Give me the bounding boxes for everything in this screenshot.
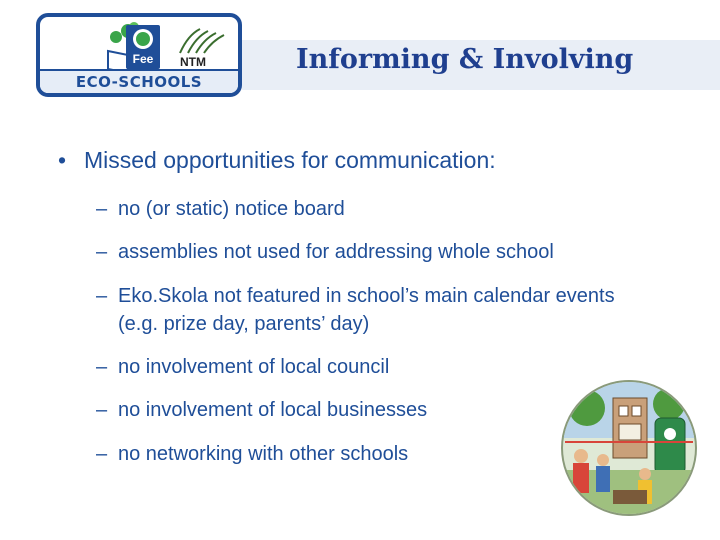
grass-icon bbox=[174, 27, 234, 55]
list-item bbox=[96, 440, 638, 468]
list-item-text: no (or static) notice board bbox=[118, 198, 345, 220]
dash-icon: – bbox=[96, 443, 108, 465]
dash-icon: – bbox=[96, 356, 108, 378]
list-item bbox=[96, 353, 638, 381]
fee-badge bbox=[126, 25, 160, 69]
main-bullet-text: Missed opportunities for communication: bbox=[84, 147, 496, 173]
eco-schools-logo bbox=[36, 13, 242, 97]
list-item-text: no involvement of local council bbox=[118, 356, 390, 378]
ntm-label: NTM bbox=[180, 55, 206, 69]
main-bullet bbox=[58, 147, 496, 174]
list-item-text: assemblies not used for addressing whole school bbox=[118, 241, 554, 263]
eco-schools-band bbox=[40, 69, 238, 93]
fee-label: Fee bbox=[132, 52, 154, 66]
bullet-icon: • bbox=[58, 147, 67, 173]
dash-icon: – bbox=[96, 285, 108, 307]
community-illustration bbox=[559, 378, 699, 518]
list-item bbox=[96, 282, 648, 338]
list-item bbox=[96, 195, 638, 223]
list-item-text: Eko.Skola not featured in school’s main calendar events (e.g. prize day, parents’ day) bbox=[118, 285, 615, 335]
eco-schools-label: ECO-SCHOOLS bbox=[75, 73, 203, 91]
list-item bbox=[96, 238, 638, 266]
ntm-logo bbox=[174, 27, 234, 73]
list-item bbox=[96, 396, 638, 424]
list-item-text: no involvement of local businesses bbox=[118, 399, 428, 421]
dash-icon: – bbox=[96, 198, 108, 220]
slide-title: Informing & Involving bbox=[296, 44, 634, 75]
list-item-text: no networking with other schools bbox=[118, 443, 409, 465]
dash-icon: – bbox=[96, 241, 108, 263]
dash-icon: – bbox=[96, 399, 108, 421]
globe-icon bbox=[133, 29, 153, 49]
